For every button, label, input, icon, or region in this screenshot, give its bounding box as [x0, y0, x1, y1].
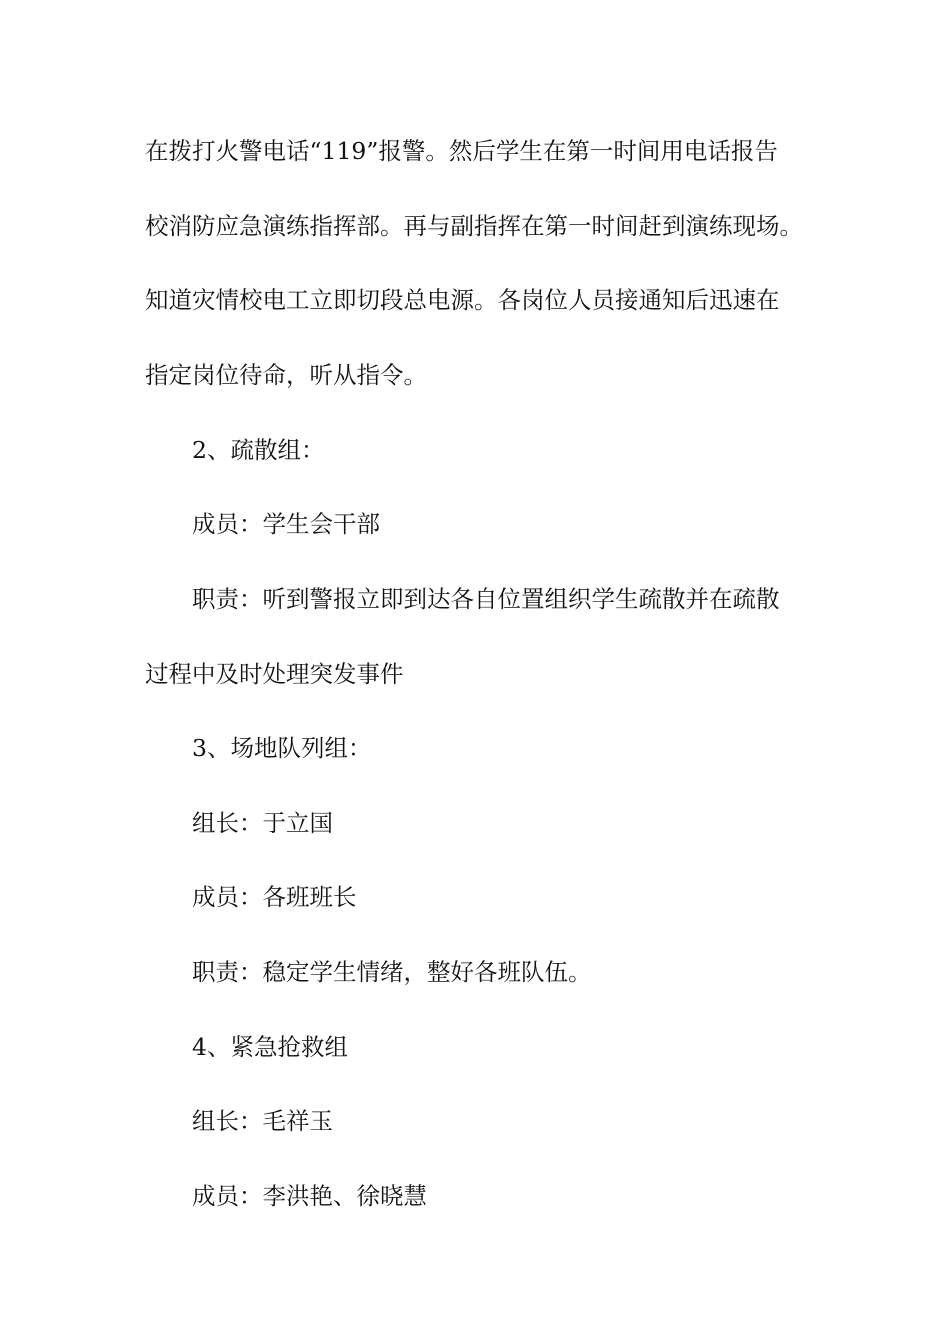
section-heading-evacuation: 2、疏散组：: [192, 436, 325, 464]
duty-line: 职责：听到警报立即到达各自位置组织学生疏散并在疏散: [192, 585, 780, 613]
section-heading-venue-formation: 3、场地队列组：: [192, 734, 372, 762]
members-line: 成员：学生会干部: [192, 510, 380, 538]
paragraph-line: 知道灾情校电工立即切段总电源。各岗位人员接通知后迅速在: [145, 286, 780, 314]
members-line: 成员：李洪艳、徐晓慧: [192, 1182, 427, 1210]
paragraph-line: 校消防应急演练指挥部。再与副指挥在第一时间赶到演练现场。: [145, 212, 803, 240]
duty-line: 职责：稳定学生情绪，整好各班队伍。: [192, 958, 592, 986]
section-heading-emergency-rescue: 4、紧急抢救组: [192, 1033, 348, 1061]
paragraph-line: 过程中及时处理突发事件: [145, 660, 404, 688]
paragraph-line: 指定岗位待命，听从指令。: [145, 361, 427, 389]
paragraph-line: 在拨打火警电话“119”报警。然后学生在第一时间用电话报告: [145, 137, 778, 165]
leader-line: 组长：于立国: [192, 809, 333, 837]
members-line: 成员：各班班长: [192, 883, 357, 911]
leader-line: 组长：毛祥玉: [192, 1107, 333, 1135]
